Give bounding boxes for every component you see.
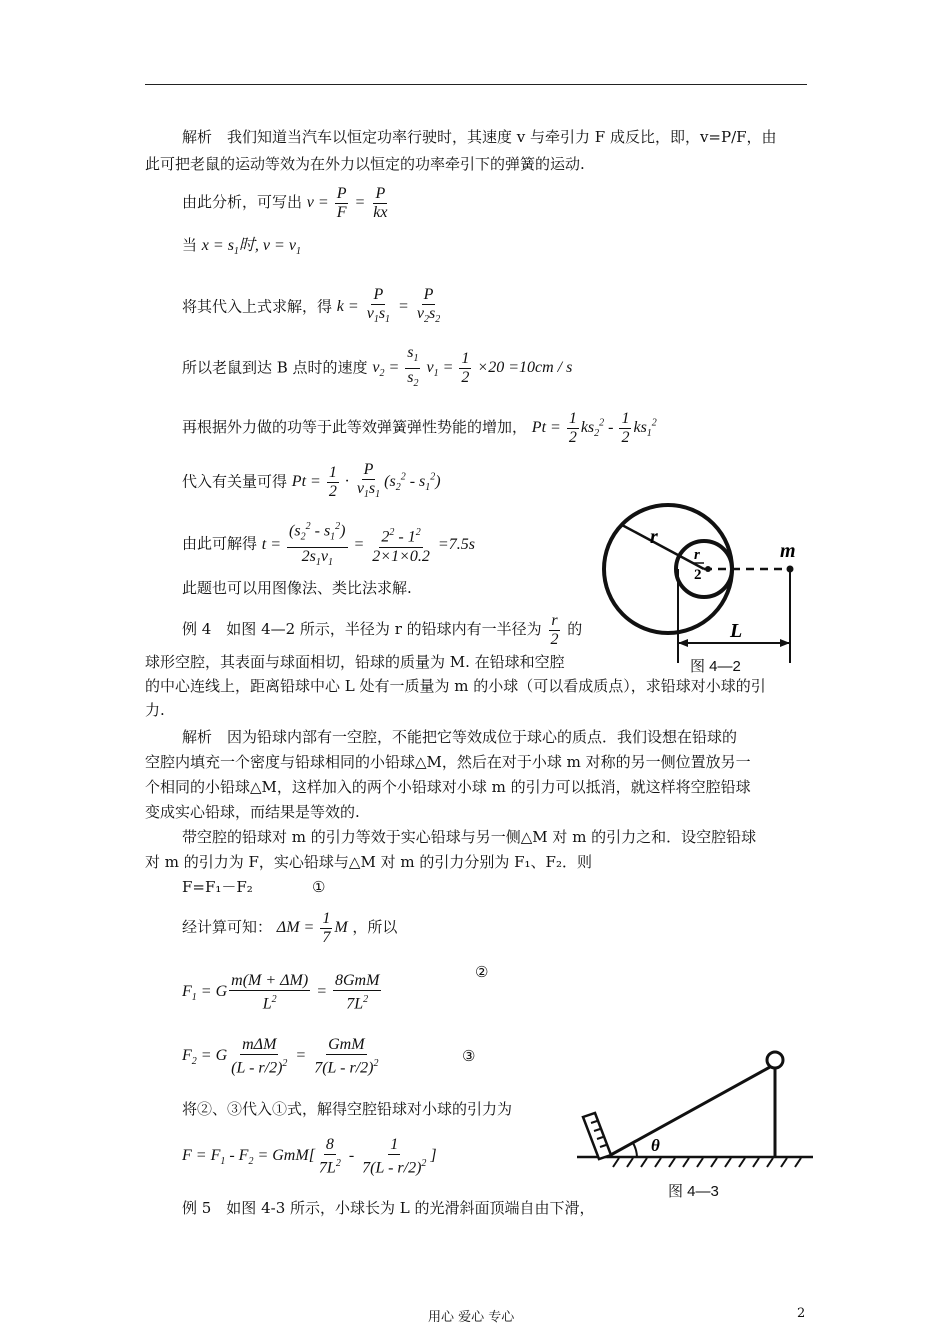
- formula-f1: $F_1 = G$ $\frac{m(M + \Delta M)}{L^2}$ = $\frac{\text{8GmM}}{7L^2}$: [182, 972, 380, 1013]
- lead-sphere: [604, 505, 732, 633]
- example-text: 例 4 如图 4—2 所示，半径为 r 的铅球内有一半径为: [182, 620, 542, 639]
- paragraph-line: 此可把老鼠的运动等效为在外力以恒定的功率牵引下的弹簧的运动.: [145, 155, 585, 173]
- formula-lead-text: 当: [182, 236, 198, 254]
- formula-pt-sub: Pt = $\frac{1}{2}$ · $\frac{P}{v_1s_1}$ $(s_2^2 - s_1^2)$: [291, 461, 441, 501]
- formula-f2: $F_2 = G$ $\frac{\text{mΔM}}{(L - r/2)^2}$ = $\frac{\text{GmM}}{7(L - r/2)^2}$: [182, 1036, 379, 1077]
- formula-line: [182, 461, 441, 504]
- figure-4-3-caption: 图 4—3: [668, 1183, 719, 1200]
- label-r-half-den: 2: [694, 567, 702, 583]
- label-m: m: [780, 540, 796, 562]
- formula-tail-text: ，所以: [352, 918, 398, 937]
- analysis-line: 变成实心铅球，而结果是等效的.: [145, 803, 360, 821]
- formula-line: [182, 286, 444, 329]
- formula-line: [182, 185, 391, 222]
- formula-lead-text: 再根据外力做的功等于此等效弹簧弹性势能的增加，: [182, 418, 528, 437]
- equation-marker: ③: [462, 1047, 476, 1065]
- label-r: r: [650, 526, 658, 548]
- formula-delta-m: ΔM = $\frac{1}{7}$ M: [276, 910, 348, 946]
- formula-lead-text: 代入有关量可得: [182, 472, 288, 491]
- analysis-line: 对 m 的引力为 F，实心铅球与△M 对 m 的引力分别为 F₁、F₂．则: [145, 853, 592, 871]
- formula-line: [182, 910, 397, 947]
- analysis-line: 带空腔的铅球对 m 的引力等效于实心铅球与另一侧△M 对 m 的引力之和．设空腔铅球: [182, 828, 757, 846]
- formula-line: [182, 1036, 382, 1077]
- analysis-line: 空腔内填充一个密度与铅球相同的小铅球△M，然后在对于小球 m 对称的另一侧位置放另一: [145, 753, 751, 771]
- formula-k: k = $\frac{P}{v_1s_1}$ = $\frac{P}{v_2s_2}$: [336, 286, 441, 326]
- example-line: 球形空腔，其表面与球面相切，铅球的质量为 M. 在铅球和空腔: [145, 653, 565, 671]
- label-L: L: [730, 620, 743, 642]
- formula-lead-text: 经计算可知：: [182, 918, 273, 937]
- equation-1: F=F₁－F₂: [182, 878, 253, 896]
- paragraph-line: 将②、③代入①式，解得空腔铅球对小球的引力为: [182, 1100, 513, 1118]
- radius-line: [622, 525, 704, 569]
- wall-block: [583, 1113, 611, 1159]
- paragraph-line: 此题也可以用图像法、类比法求解.: [182, 579, 412, 597]
- header-rule: [145, 84, 807, 85]
- formula-f: $F = F_1 - F_2 = GmM$[ $\frac{8}{7L^2}$ - $\frac{1}{7(L - r/2)^2}$ ]: [182, 1136, 437, 1177]
- formula-v2: $v_2$ = $\frac{s_1}{s_2}$ $v_1$ = $\frac{1}{2}$ ×20 =10cm / s: [372, 344, 573, 390]
- formula-line: [182, 518, 475, 572]
- analysis-line: 个相同的小铅球△M，这样加入的两个小铅球对小球 m 的引力可以抵消，就这样将空腔铅球: [145, 778, 751, 796]
- formula-condition: $x = s_1$时, $v = v_1$: [201, 237, 301, 258]
- formula-line: [182, 410, 657, 447]
- formula-line: [182, 235, 301, 262]
- page-number: 2: [797, 1306, 806, 1321]
- formula-t: t = $\frac{(s_2^2 - s_1^2)}{2s_1v_1}$ = $\frac{2^2 - 1^2}{2\times 1\times 0.2}$ =7.5s: [262, 536, 475, 553]
- equation-marker: ①: [312, 878, 326, 896]
- figure-4-2-caption: 图 4—2: [690, 658, 741, 675]
- example-line: [182, 612, 582, 649]
- example-text-end: 的: [567, 620, 583, 639]
- figure-4-3: [575, 1045, 815, 1175]
- formula-r-half: $\frac{r}{2}$: [550, 612, 559, 648]
- angle-arc: [633, 1143, 637, 1157]
- ground-hatching: [613, 1158, 801, 1167]
- label-theta: θ: [651, 1136, 660, 1155]
- equation-marker: ②: [475, 963, 489, 981]
- footer-text: 用心 爱心 专心: [428, 1310, 515, 1325]
- formula-v: v = $\frac{P}{F}$ = $\frac{P}{kx}$: [306, 185, 388, 221]
- label-r-half-num: r: [694, 547, 700, 563]
- formula-line: [182, 972, 383, 1013]
- formula-line: [182, 344, 572, 393]
- example-line: 例 5 如图 4-3 所示，小球长为 L 的光滑斜面顶端自由下滑，: [182, 1199, 595, 1217]
- formula-line: [182, 1136, 437, 1177]
- example-line: 力.: [145, 701, 165, 719]
- incline: [607, 1067, 770, 1157]
- formula-lead-text: 将其代入上式求解，得: [182, 297, 333, 316]
- ball: [767, 1052, 783, 1068]
- paragraph-line: 解析 我们知道当汽车以恒定功率行驶时，其速度 v 与牵引力 F 成反比，即，v=P/F，由: [182, 128, 777, 146]
- analysis-line: 解析 因为铅球内部有一空腔，不能把它等效成位于球心的质点．我们设想在铅球的: [182, 728, 738, 746]
- formula-lead-text: 由此分析，可写出: [182, 193, 303, 212]
- figure-4-2: [598, 495, 808, 680]
- formula-lead-text: 所以老鼠到达 B 点时的速度: [182, 358, 368, 377]
- arrow-right: [780, 639, 790, 647]
- example-line: 的中心连线上，距离铅球中心 L 处有一质量为 m 的小球（可以看成质点），求铅球对小球的引: [145, 677, 766, 695]
- cavity-center: [705, 566, 711, 572]
- formula-pt: Pt = $\frac{1}{2}$ $ks_2^2$ - $\frac{1}{2}$ $ks_1^2$: [531, 410, 657, 446]
- arrow-left: [678, 639, 688, 647]
- formula-lead-text: 由此可解得: [182, 534, 258, 553]
